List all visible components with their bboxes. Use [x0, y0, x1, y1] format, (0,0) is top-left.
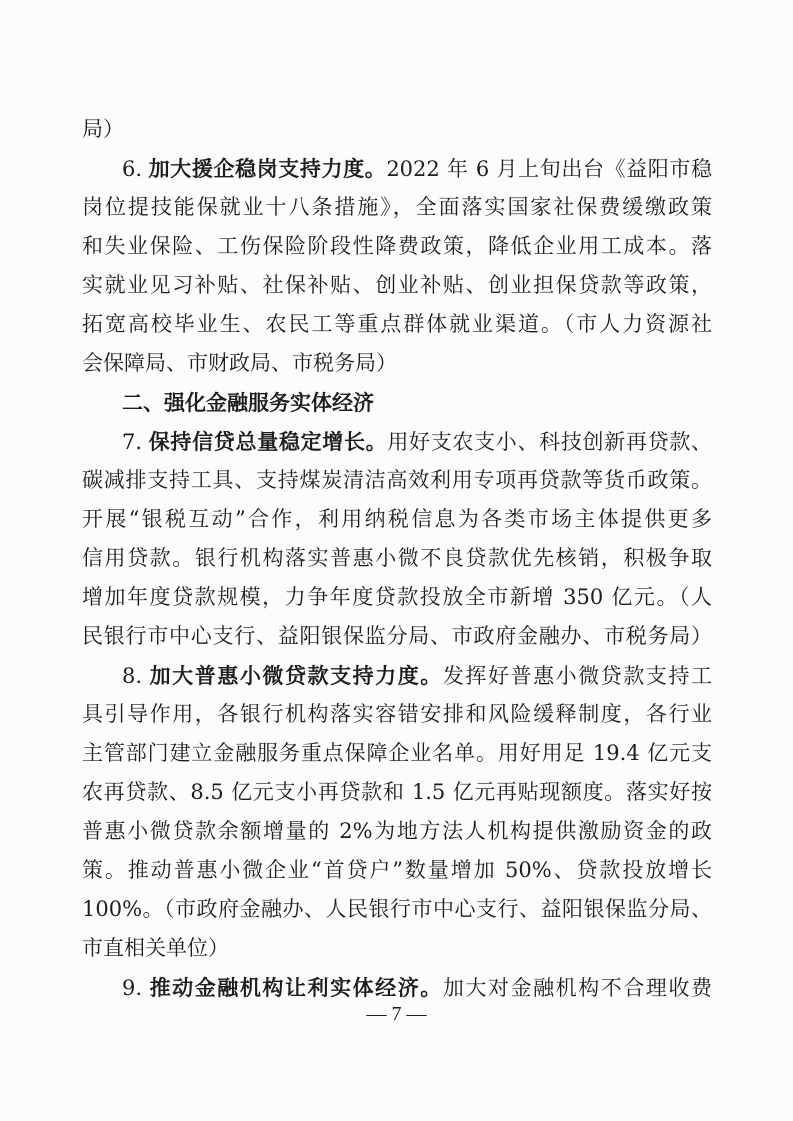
line-text: 策。推动普惠小微企业“首贷户”数量增加 50%、贷款投放增长 [82, 858, 712, 882]
line-text: 发挥好普惠小微贷款支持工 [442, 664, 712, 688]
text-line [82, 461, 712, 500]
line-text: 岗位提技能保就业十八条措施》，全面落实国家社保费缓缴政策 [82, 195, 712, 219]
text-line [82, 188, 712, 227]
text-line [82, 929, 712, 968]
item-number: 8. [122, 664, 143, 688]
item-title: 加大援企稳岗支持力度。 [148, 156, 387, 181]
line-text: 100%。（市政府金融办、人民银行市中心支行、益阳银保监分局、 [82, 897, 712, 921]
line-text: 民银行市中心支行、益阳银保监分局、市政府金融办、市税务局） [82, 624, 712, 648]
text-line [82, 227, 712, 266]
text-line [82, 266, 712, 305]
line-text: 和失业保险、工伤保险阶段性降费政策，降低企业用工成本。落 [82, 234, 712, 258]
item-title: 加大普惠小微贷款支持力度。 [148, 663, 443, 688]
text-line [82, 344, 712, 383]
text-line [82, 695, 712, 734]
text-line [82, 890, 712, 929]
item-8-first-line [82, 656, 712, 695]
line-text: 用好支农支小、科技创新再贷款、 [387, 430, 712, 454]
line-text: 普惠小微贷款余额增量的 2%为地方法人机构提供激励资金的政 [82, 819, 712, 843]
line-text: 具引导作用，各银行机构落实容错安排和风险缓释制度，各行业 [82, 702, 712, 726]
text-line [82, 539, 712, 578]
item-title: 保持信贷总量稳定增长。 [148, 429, 388, 454]
text-line [82, 734, 712, 773]
line-text: 信用贷款。银行机构落实普惠小微不良贷款优先核销，积极争取 [82, 546, 712, 570]
line-text: 局） [82, 117, 124, 141]
line-text: 实就业见习补贴、社保补贴、创业补贴、创业担保贷款等政策， [82, 273, 712, 297]
line-text: 拓宽高校毕业生、农民工等重点群体就业渠道。（市人力资源社 [82, 312, 712, 336]
text-line [82, 851, 712, 890]
item-number: 9. [122, 976, 143, 1000]
page-number: — 7 — [366, 1003, 427, 1025]
text-line [82, 578, 712, 617]
line-text: 开展“银税互动”合作，利用纳税信息为各类市场主体提供更多 [82, 507, 712, 531]
text-line [82, 617, 712, 656]
line-text: 碳减排支持工具、支持煤炭清洁高效利用专项再贷款等货币政策。 [82, 468, 712, 492]
line-text: 增加年度贷款规模，力争年度贷款投放全市新增 350 亿元。（人 [82, 585, 712, 609]
text-line [82, 773, 712, 812]
line-text: 会保障局、市财政局、市税务局） [82, 351, 397, 375]
line-text: 农再贷款、8.5 亿元支小再贷款和 1.5 亿元再贴现额度。落实好按 [82, 780, 712, 804]
section-heading [82, 383, 712, 422]
text-line [82, 305, 712, 344]
section-heading-text: 二、强化金融服务实体经济 [122, 390, 374, 415]
document-body [82, 110, 712, 1007]
item-number: 7. [122, 430, 143, 454]
carryover-line [82, 110, 712, 149]
text-line [82, 500, 712, 539]
line-text: 主管部门建立金融服务重点保障企业名单。用好用足 19.4 亿元支 [82, 741, 712, 765]
item-7-first-line [82, 422, 712, 461]
line-text: 市直相关单位） [82, 936, 229, 960]
line-text: 加大对金融机构不合理收费 [442, 976, 712, 1000]
line-text: 2022 年 6 月上旬出台《益阳市稳 [386, 157, 712, 181]
item-6-first-line [82, 149, 712, 188]
item-number: 6. [122, 157, 143, 181]
text-line [82, 812, 712, 851]
item-title: 推动金融机构让利实体经济。 [148, 975, 443, 1000]
